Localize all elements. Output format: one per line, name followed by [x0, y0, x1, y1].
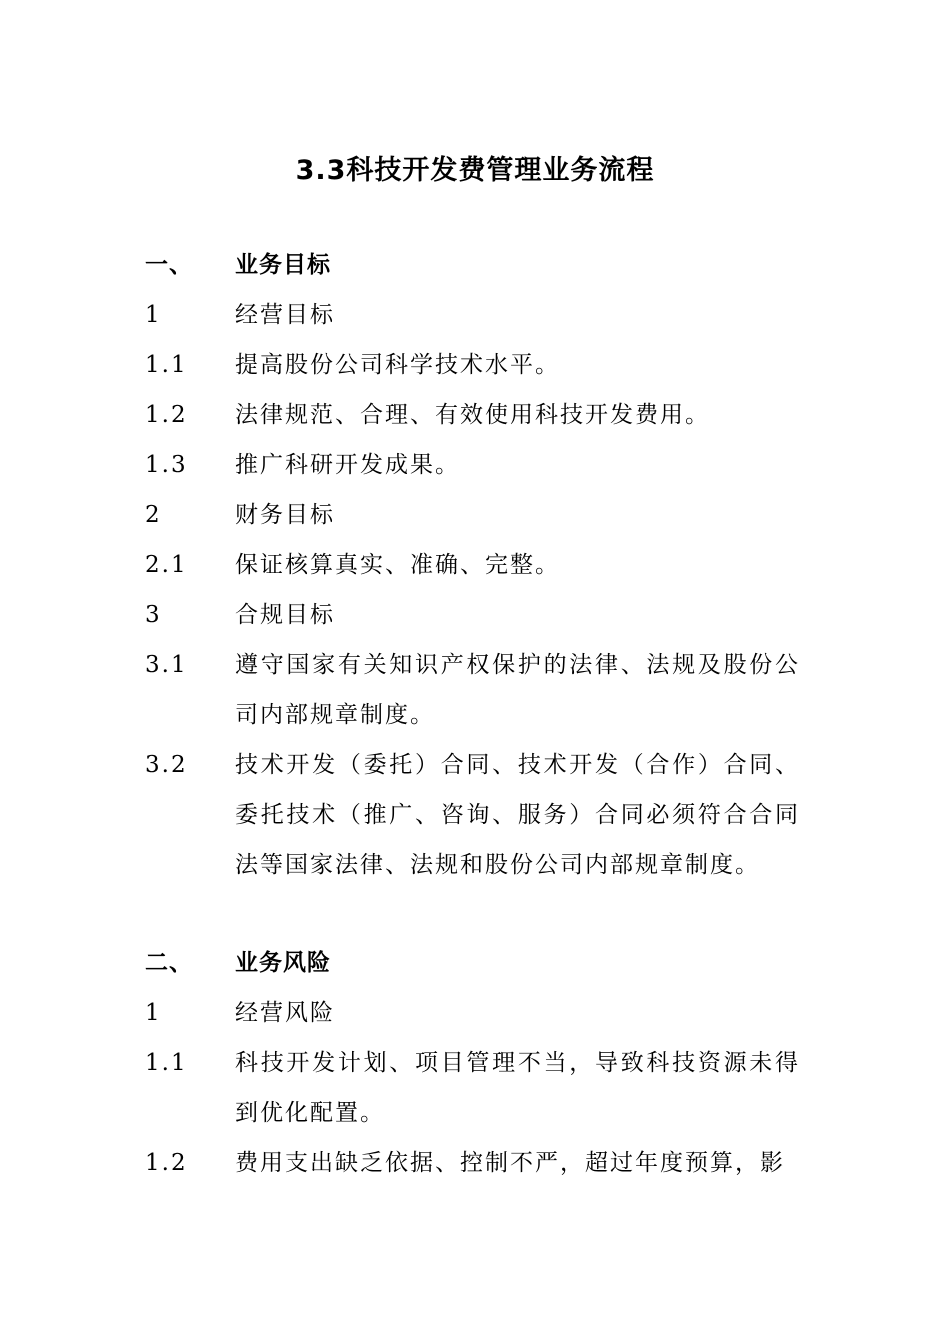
item-number: 1.2	[145, 402, 188, 428]
item-text: 合规目标	[235, 602, 335, 628]
section-business-risks	[145, 938, 805, 1188]
section-heading	[145, 240, 805, 290]
list-item	[145, 540, 805, 590]
list-item	[145, 290, 805, 340]
item-number: 1.1	[145, 352, 188, 378]
item-text: 提高股份公司科学技术水平。	[235, 352, 560, 378]
item-text: 遵守国家有关知识产权保护的法律、法规及股份公司内部规章制度。	[235, 652, 800, 728]
section-heading-text: 业务目标	[235, 252, 331, 278]
list-item	[145, 740, 805, 890]
list-item	[145, 590, 805, 640]
list-item	[145, 490, 805, 540]
list-item	[145, 440, 805, 490]
list-item	[145, 390, 805, 440]
item-text: 推广科研开发成果。	[235, 452, 460, 478]
item-number: 2	[145, 502, 162, 528]
section-number: 一、	[145, 252, 193, 278]
item-number: 1	[145, 302, 162, 328]
item-text: 科技开发计划、项目管理不当，导致科技资源未得到优化配置。	[235, 1050, 800, 1126]
item-number: 3.1	[145, 652, 188, 678]
item-number: 1.1	[145, 1050, 188, 1076]
list-item	[145, 1038, 805, 1138]
section-heading	[145, 938, 805, 988]
item-text: 费用支出缺乏依据、控制不严，超过年度预算，影	[235, 1150, 785, 1176]
item-number: 3.2	[145, 752, 188, 778]
list-item	[145, 340, 805, 390]
item-number: 1.3	[145, 452, 188, 478]
document-title: 3.3科技开发费管理业务流程	[295, 155, 655, 186]
list-item	[145, 640, 805, 740]
item-text: 经营目标	[235, 302, 335, 328]
list-item	[145, 1138, 805, 1188]
item-number: 1.2	[145, 1150, 188, 1176]
section-heading-text: 业务风险	[235, 950, 331, 976]
item-number: 2.1	[145, 552, 188, 578]
item-text: 法律规范、合理、有效使用科技开发费用。	[235, 402, 710, 428]
list-item	[145, 988, 805, 1038]
item-number: 1	[145, 1000, 162, 1026]
item-text: 经营风险	[235, 1000, 335, 1026]
item-text: 保证核算真实、准确、完整。	[235, 552, 560, 578]
section-business-objectives	[145, 240, 805, 890]
item-text: 技术开发（委托）合同、技术开发（合作）合同、委托技术（推广、咨询、服务）合同必须符合合同法等国家法律、法规和股份公司内部规章制度。	[235, 752, 800, 878]
section-number: 二、	[145, 950, 193, 976]
item-text: 财务目标	[235, 502, 335, 528]
item-number: 3	[145, 602, 162, 628]
